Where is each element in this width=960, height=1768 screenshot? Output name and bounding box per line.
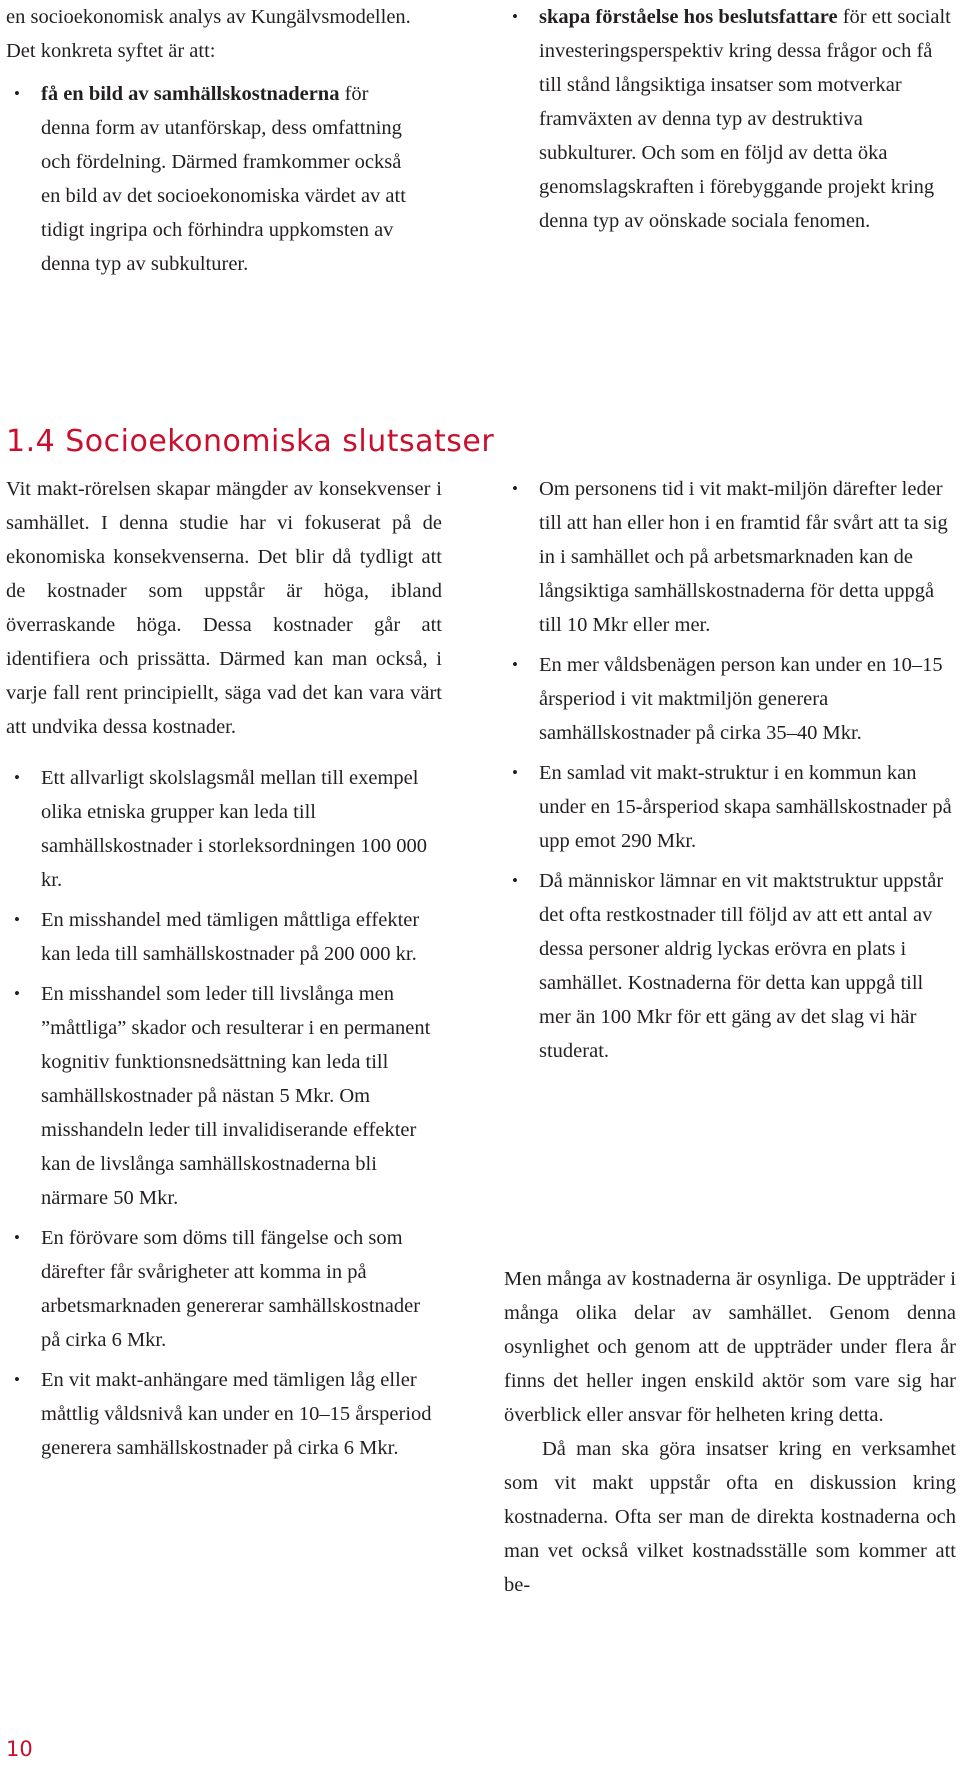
list-item: • En förövare som döms till fängelse och som därefter får svårigheter att komma in på arbetsmarknaden genererar samhällskostnader på cirka 6 Mkr. <box>6 1221 432 1357</box>
list-item: • Då människor lämnar en vit maktstruktur uppstår det ofta restkostnader till följd av att ett antal av dessa personer aldrig lyckas erövra en plats i samhället. Kostnaderna för detta kan uppgå till mer än 100 Mkr för ett gäng av det slag vi här studerat. <box>504 864 956 1068</box>
cost-examples-list-continued <box>504 472 956 1068</box>
list-item: • En vit makt-anhängare med tämligen låg eller måttlig våldsnivå kan under en 10–15 årsperiod generera samhällskostnader på cirka 6 Mkr. <box>6 1363 432 1465</box>
body-paragraph: Då man ska göra insatser kring en verksamhet som vit makt uppstår ofta en diskussion kring kostnaderna. Ofta ser man de direkta kostnaderna och man vet också vilket kostnadsställe som kommer att be- <box>504 1438 956 1596</box>
bullet-lead: få en bild av samhällskostnaderna <box>41 83 340 105</box>
section-left-column <box>6 472 442 1471</box>
page-number: 10 <box>6 1737 33 1761</box>
body-paragraph: Men många av kostnaderna är osynliga. De uppträder i många olika delar av samhället. Genom denna osynlighet och genom att de uppträder under flera år finns det heller ingen enskild aktör som vare sig har överblick eller ansvar för helheten kring detta. <box>504 1268 956 1426</box>
list-item: • En misshandel med tämligen måttliga effekter kan leda till samhällskostnader på 200 000 kr. <box>6 903 432 971</box>
list-item <box>504 0 956 238</box>
list-item: • En samlad vit makt-struktur i en kommun kan under en 15-årsperiod skapa samhällskostnader på upp emot 290 Mkr. <box>504 756 956 858</box>
bullet-text: för ett socialt investeringsperspektiv kring dessa frågor och få till stånd långsiktiga insatser som motverkar framväxten av denna typ av destruktiva subkulturer. Och som en följd av detta öka genomslagskraften i förebyggande projekt kring denna typ av oönskade sociala fenomen. <box>539 6 951 232</box>
list-item: • En mer våldsbenägen person kan under en 10–15 årsperiod i vit maktmiljön generera samhällskostnader på cirka 35–40 Mkr. <box>504 648 956 750</box>
intro-text: en socioekonomisk analys av Kungälvsmodellen. Det konkreta syftet är att: <box>6 6 411 62</box>
top-right-column <box>504 0 956 238</box>
list-item <box>6 77 421 281</box>
list-item: • Ett allvarligt skolslagsmål mellan till exempel olika etniska grupper kan leda till samhällskostnader i storleksordningen 100 000 kr. <box>6 761 432 897</box>
list-item: • Om personens tid i vit makt-miljön därefter leder till att han eller hon i en framtid får svårt att ta sig in i samhället och på arbetsmarknaden kan de långsiktiga samhällskostnaderna för detta uppgå till 10 Mkr eller mer. <box>504 472 956 642</box>
section-right-text <box>504 1262 956 1602</box>
bullet-lead: skapa förståelse hos beslutsfattare <box>539 6 838 28</box>
section-intro-paragraph: Vit makt-rörelsen skapar mängder av konsekvenser i samhället. I denna studie har vi fokuserat på de ekonomiska konsekvenserna. Det blir då tydligt att de kostnader som uppstår är höga, ibland överraskande höga. Dessa kostnader går att identifiera och prissätta. Därmed kan man också, i varje fall rent principiellt, säga vad det kan vara värt att undvika dessa kostnader. <box>6 478 442 738</box>
bullet-text: för denna form av utanförskap, dess omfattning och fördelning. Därmed framkommer också en bild av det socioekonomiska värdet av att tidigt ingripa och förhindra uppkomsten av denna typ av subkulturer. <box>41 83 406 275</box>
section-heading: 1.4 Socioekonomiska slutsatser <box>6 424 495 459</box>
list-item: • En misshandel som leder till livslånga men ”måttliga” skador och resulterar i en permanent kognitiv funktionsnedsättning kan leda till samhällskostnader på nästan 5 Mkr. Om misshandeln leder till invalidiserande effekter kan de livslånga samhällskostnaderna bli närmare 50 Mkr. <box>6 977 432 1215</box>
section-right-column <box>504 472 956 1074</box>
cost-examples-list <box>6 761 442 1465</box>
top-left-column <box>6 0 421 281</box>
